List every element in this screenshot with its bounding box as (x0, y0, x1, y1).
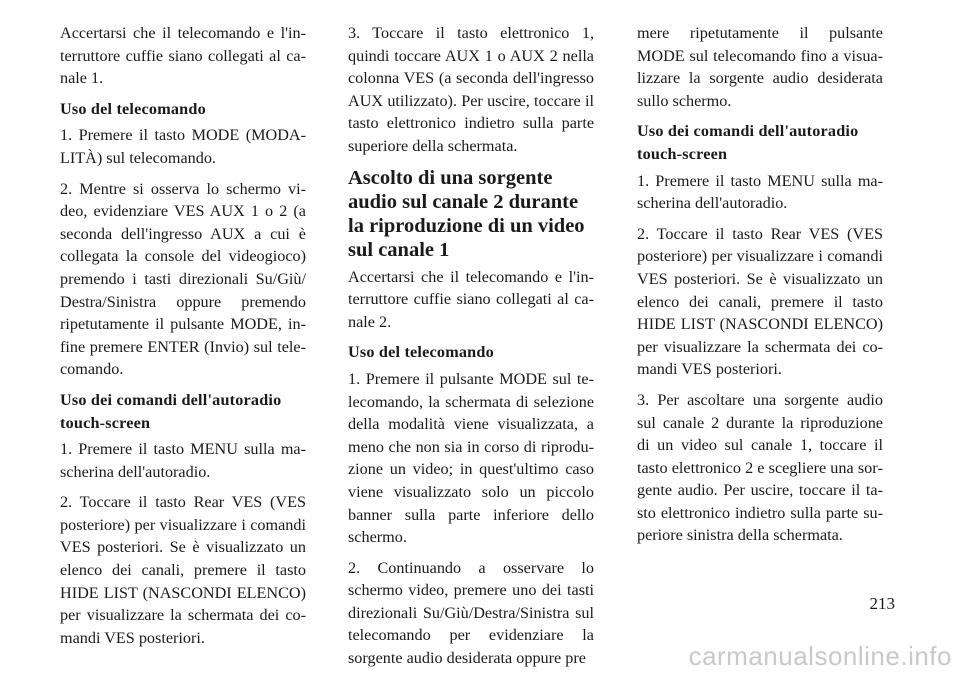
paragraph: Accertarsi che il telecomando e l'interruttore cuffie siano collegati al canale 1. (60, 24, 306, 88)
numbered-step: 2. Mentre si osserva lo schermo video, evidenziare VES AUX 1 o 2 (a seconda dell'ingresso AUX a cui è collegata la console del videogioco) premendo i tasti direzionali Su/Giù/ Destra/Sinistra oppure premendo ripetutamente il pulsante MODE, infine premere ENTER (Invio) sul telecomando. (60, 179, 306, 379)
subheading: Uso del telecomando (348, 343, 494, 362)
numbered-step: 2. Toccare il tasto Rear VES (VES posteriore) per visualizzare i comandi VES posteriori. Se è visualizzato un elenco dei canali, premere il tasto HIDE LIST (NASCONDI ELENCO) per visualizzare la schermata dei comandi VES posteriori. (60, 493, 306, 647)
page-number: 213 (869, 594, 895, 613)
section-heading: Ascolto di una sorgente audio sul canale 2 durante la riproduzione di un video sul canale 1 (348, 166, 585, 261)
subheading: Uso del telecomando (60, 99, 206, 118)
paragraph: Accertarsi che il telecomando e l'interruttore cuffie siano collegati al canale 2. (348, 267, 594, 331)
text-column-2 (348, 22, 594, 678)
subheading: Uso dei comandi dell'autoradio touch-screen (637, 122, 859, 163)
numbered-step: 1. Premere il tasto MENU sulla mascherina dell'autoradio. (60, 440, 306, 481)
numbered-step: 2. Toccare il tasto Rear VES (VES posteriore) per visualizzare i comandi VES posteriori. Se è visualizzato un elenco dei canali, premere il tasto HIDE LIST (NASCONDI ELENCO) per visualizzare la schermata dei comandi VES posteriori. (637, 224, 883, 379)
subheading: Uso dei comandi dell'autoradio touch-screen (60, 390, 282, 432)
numbered-step: 1. Premere il pulsante MODE sul telecomando, la schermata di selezione della modalità viene visualizzata, a meno che non sia in corso di riproduzione un video; in quest'ultimo caso viene visualizzato solo un piccolo banner sulla parte inferiore dello schermo. (348, 369, 594, 547)
paragraph: mere ripetutamente il pulsante MODE sul telecomando fino a visualizzare la sorgente audio desiderata sullo schermo. (637, 24, 883, 110)
text-column-1 (60, 22, 306, 657)
numbered-step: 3. Toccare il tasto elettronico 1, quindi toccare AUX 1 o AUX 2 nella colonna VES (a seconda dell'ingresso AUX utilizzato). Per uscire, toccare il tasto elettronico indietro sulla parte superiore della schermata. (348, 24, 594, 155)
numbered-step: 3. Per ascoltare una sorgente audio sul canale 2 durante la riproduzione di un video sul canale 1, toccare il tasto elettronico 2 e scegliere una sorgente audio. Per uscire, toccare il tasto elettronico indietro sulla parte superiore sinistra della schermata. (637, 390, 883, 545)
text-column-3 (637, 22, 883, 555)
watermark-logo: carmanualsonline.info (688, 641, 952, 671)
numbered-step: 1. Premere il tasto MODE (MODALITÀ) sul telecomando. (60, 126, 306, 167)
numbered-step: 1. Premere il tasto MENU sulla mascherina dell'autoradio. (637, 171, 883, 213)
numbered-step: 2. Continuando a osservare lo schermo video, premere uno dei tasti direzionali Su/Giù/Destra/Sinistra sul telecomando per evidenziare la sorgente audio desiderata oppure pre (348, 558, 594, 668)
